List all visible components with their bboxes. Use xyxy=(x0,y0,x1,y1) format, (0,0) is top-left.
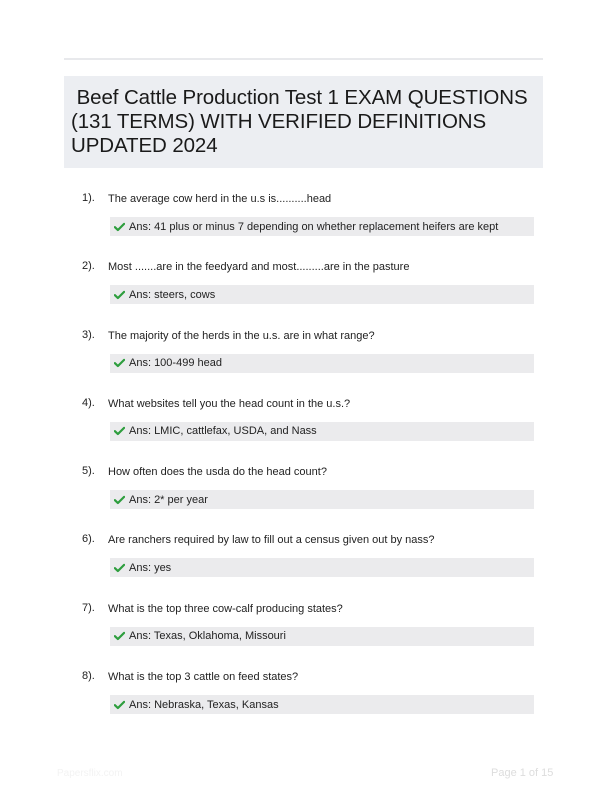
question-list xyxy=(0,188,606,734)
check-icon xyxy=(114,426,125,436)
check-icon xyxy=(114,290,125,300)
question-item xyxy=(0,325,606,393)
question-text: The majority of the herds in the u.s. are in what range? xyxy=(108,329,375,342)
answer-text: Ans: LMIC, cattlefax, USDA, and Nass xyxy=(129,425,317,438)
question-item xyxy=(0,666,606,734)
question-text: The average cow herd in the u.s is..........head xyxy=(108,193,332,205)
answer-box xyxy=(110,354,534,373)
title-banner xyxy=(64,76,543,168)
answer-box xyxy=(110,217,534,236)
answer-box xyxy=(110,490,534,509)
check-icon xyxy=(114,358,125,368)
question-text: What is the top 3 cattle on feed states? xyxy=(108,671,299,684)
question-number: 6). xyxy=(82,533,95,546)
question-item xyxy=(0,393,606,461)
question-text: What websites tell you the head count in the u.s.? xyxy=(108,397,351,410)
question-number: 3). xyxy=(82,328,95,341)
answer-box xyxy=(110,558,534,577)
question-item xyxy=(0,529,606,597)
answer-box xyxy=(110,627,534,646)
question-item xyxy=(0,256,606,324)
check-icon xyxy=(114,563,125,573)
question-number: 2). xyxy=(82,260,95,273)
title-line-2: (131 TERMS) WITH VERIFIED DEFINITIONS xyxy=(71,110,487,133)
answer-text: Ans: 2* per year xyxy=(129,493,208,506)
question-item xyxy=(0,188,606,256)
answer-text: Ans: 100-499 head xyxy=(129,357,222,370)
check-icon xyxy=(114,631,125,641)
check-icon xyxy=(114,700,125,710)
question-text: What is the top three cow-calf producing states? xyxy=(108,602,343,615)
document-title xyxy=(71,86,537,158)
check-icon xyxy=(114,495,125,505)
question-number: 1). xyxy=(82,192,95,204)
question-number: 7). xyxy=(82,601,95,614)
question-text: Most .......are in the feedyard and most.........are in the pasture xyxy=(108,261,410,274)
question-item xyxy=(0,461,606,529)
title-line-3: UPDATED 2024 xyxy=(71,134,218,157)
answer-text: Ans: Nebraska, Texas, Kansas xyxy=(129,698,279,711)
answer-text: Ans: Texas, Oklahoma, Missouri xyxy=(129,630,286,643)
question-number: 5). xyxy=(82,465,95,478)
title-line-1: Beef Cattle Production Test 1 EXAM QUESTIONS xyxy=(71,86,528,109)
question-text: How often does the usda do the head count? xyxy=(108,466,327,479)
answer-text: Ans: 41 plus or minus 7 depending on whether replacement heifers are kept xyxy=(129,220,499,233)
answer-text: Ans: yes xyxy=(129,561,172,574)
top-divider xyxy=(64,58,543,60)
page-indicator: Page 1 of 15 xyxy=(491,767,554,779)
answer-box xyxy=(110,422,534,441)
question-item xyxy=(0,598,606,666)
check-icon xyxy=(114,222,125,232)
answer-box xyxy=(110,695,534,714)
answer-box xyxy=(110,285,534,304)
question-number: 4). xyxy=(82,396,95,409)
question-text: Are ranchers required by law to fill out a census given out by nass? xyxy=(108,534,435,547)
answer-text: Ans: steers, cows xyxy=(129,288,216,301)
footer-watermark: Papersflix.com xyxy=(57,768,123,779)
question-number: 8). xyxy=(82,670,95,683)
